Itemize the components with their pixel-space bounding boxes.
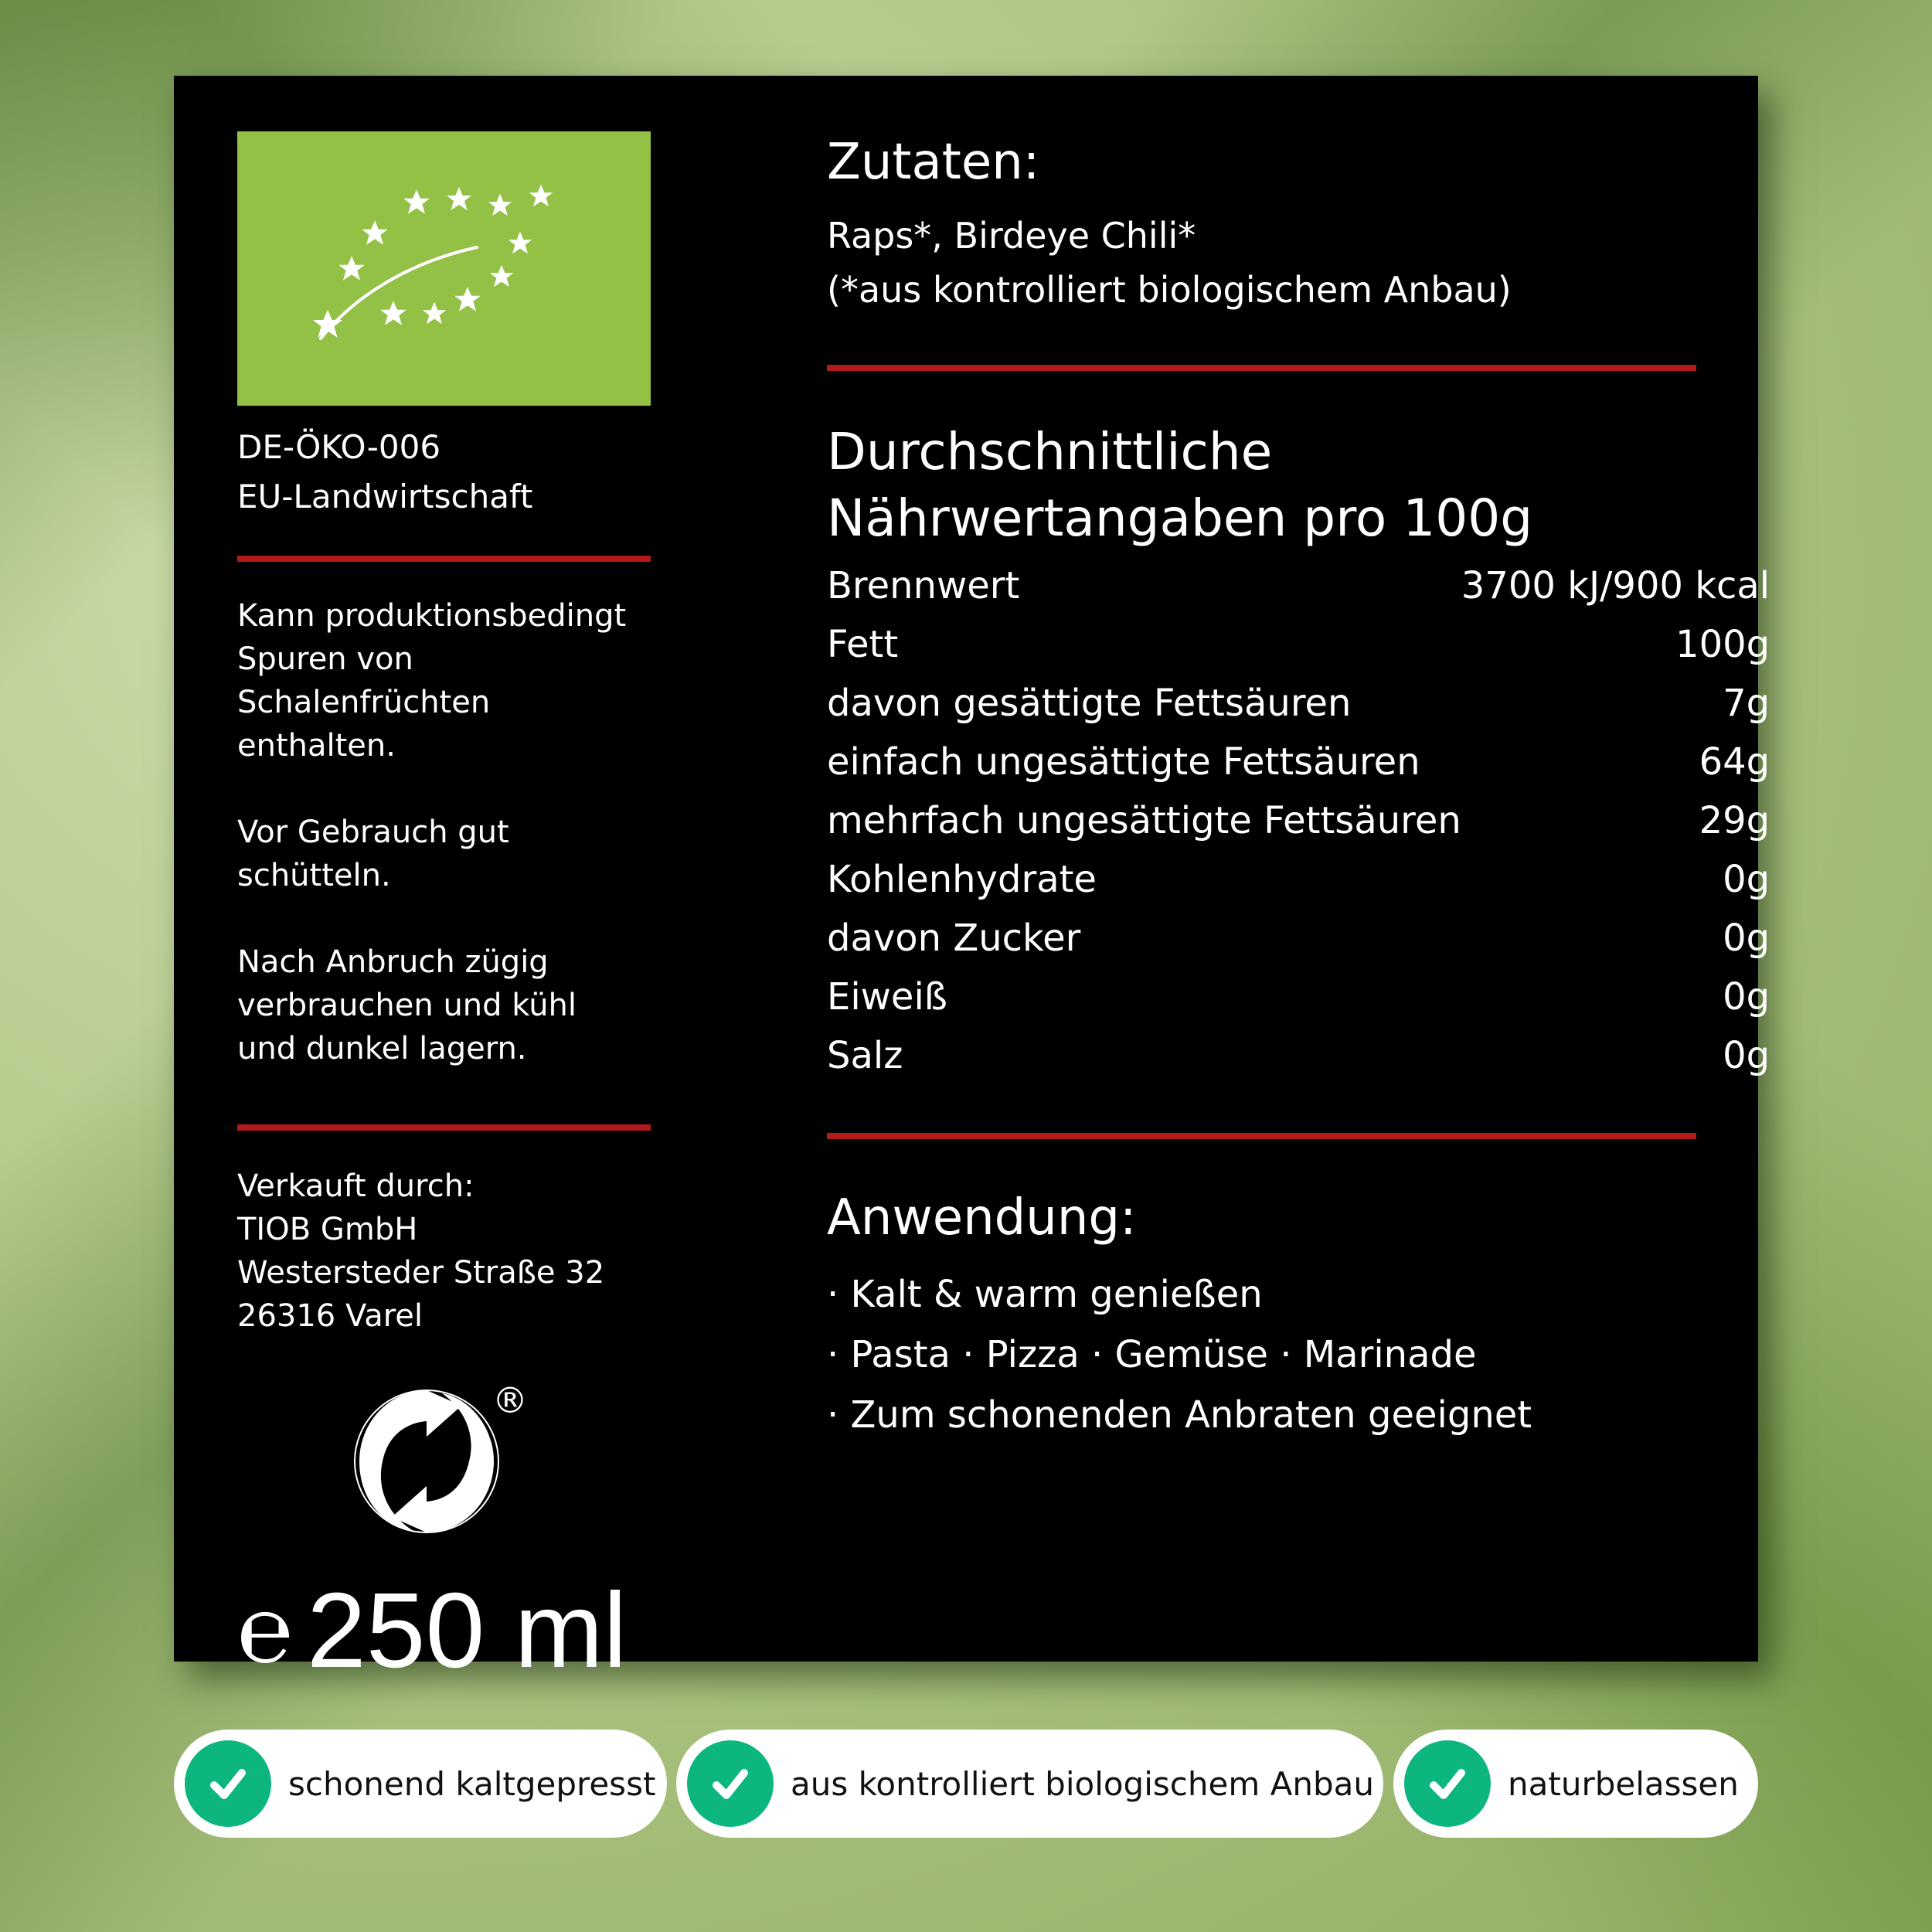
nutrient-value: 0g [1723,858,1770,901]
volume-block [237,1571,651,1690]
nutrient-label: mehrfach ungesättigte Fettsäuren [827,799,1461,842]
table-row [827,791,1770,850]
nutrient-label: Kohlenhydrate [827,858,1097,901]
ingredients-list [827,209,1696,317]
nutrient-label: Brennwert [827,564,1020,607]
registered-trademark-mark: ® [492,1379,528,1421]
nutrient-label: Salz [827,1034,903,1077]
list-item: · Kalt & warm genießen [827,1273,1263,1316]
left-column [237,131,651,1690]
certification-code: DE-ÖKO-006 [237,428,441,466]
badge-label: naturbelassen [1508,1764,1739,1803]
check-circle-icon [687,1740,774,1827]
nutrient-value: 0g [1723,917,1770,960]
usage-section [827,1187,1696,1445]
nutrition-title-line1: Durchschnittliche [827,422,1273,481]
gruener-punkt-logo [353,1379,554,1546]
seller-street: Westersteder Straße 32 [237,1255,605,1291]
nutrient-value: 0g [1723,975,1770,1019]
badge-cold-pressed [174,1730,667,1838]
list-item: · Pasta · Pizza · Gemüse · Marinade [827,1333,1477,1376]
badge-label: schonend kaltgepresst [288,1764,656,1803]
certification-origin: EU-Landwirtschaft [237,478,533,515]
table-row [827,850,1770,909]
nutrient-label: davon gesättigte Fettsäuren [827,682,1352,725]
ingredients-line: Raps*, Birdeye Chili* [827,215,1196,257]
nutrient-label: davon Zucker [827,917,1081,960]
seller-city: 26316 Varel [237,1298,423,1334]
badge-label: aus kontrolliert biologischem Anbau [791,1764,1374,1803]
divider [237,1124,651,1131]
usage-title: Anwendung: [827,1189,1137,1247]
nutrient-value: 64g [1699,740,1770,784]
badge-organic [676,1730,1383,1838]
nutrient-label: einfach ungesättigte Fettsäuren [827,740,1420,784]
badge-natural [1393,1730,1758,1838]
table-row [827,909,1770,968]
gruener-punkt-icon [353,1384,508,1539]
certification-block [237,423,651,522]
allergen-note: Kann produktionsbedingt Spuren von Schalenfrüchten enthalten. [237,598,627,764]
table-row [827,1026,1770,1085]
table-row [827,674,1770,733]
nutrient-value: 7g [1723,682,1770,725]
divider [237,556,651,562]
nutrient-label: Fett [827,623,899,666]
ingredients-footnote: (*aus kontrolliert biologischem Anbau) [827,269,1512,311]
right-column [827,131,1770,1445]
feature-badges [174,1730,1758,1838]
nutrient-label: Eiweiß [827,975,948,1019]
nutrition-section [827,419,1770,1085]
divider [827,365,1696,371]
table-row [827,733,1770,791]
nutrient-value: 0g [1723,1034,1770,1077]
nutrient-value: 3700 kJ/900 kcal [1461,564,1770,607]
volume-value: 250 ml [307,1571,628,1690]
eu-organic-logo [237,131,651,406]
seller-address [237,1165,651,1338]
nutrition-table [827,556,1770,1085]
check-circle-icon [1404,1740,1491,1827]
seller-label: Verkauft durch: [237,1168,474,1204]
shake-note: Vor Gebrauch gut schütteln. [237,815,509,893]
usage-list [827,1264,1696,1445]
divider [827,1133,1696,1139]
product-label-panel [174,76,1770,1690]
estimated-sign-icon: ℮ [237,1577,294,1684]
ingredients-title: Zutaten: [827,134,1040,191]
table-row [827,556,1770,615]
check-circle-icon [185,1740,271,1827]
nutrient-value: 100g [1675,623,1770,666]
nutrition-title [827,419,1696,552]
table-row [827,968,1770,1026]
table-row [827,615,1770,674]
nutrient-value: 29g [1699,799,1770,842]
storage-notes [237,594,651,1070]
nutrition-title-line2: Nährwertangaben pro 100g [827,488,1533,548]
storage-note: Nach Anbruch zügig verbrauchen und kühl und dunkel lagern. [237,944,577,1066]
seller-company: TIOB GmbH [237,1212,418,1247]
list-item: · Zum schonenden Anbraten geeignet [827,1393,1532,1437]
eu-organic-leaf-icon [237,131,651,406]
